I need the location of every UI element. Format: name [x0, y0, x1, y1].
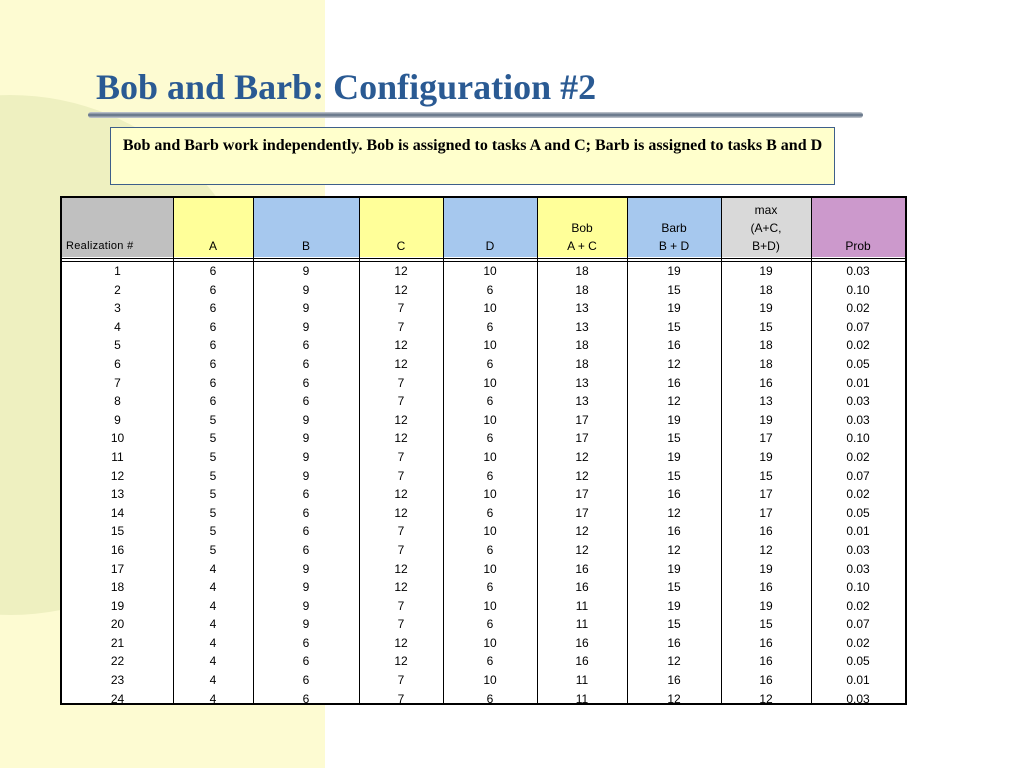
cell-bob: 17 — [575, 412, 589, 427]
cell-c: 7 — [397, 542, 405, 557]
cell-c: 7 — [397, 598, 405, 613]
cell-c: 12 — [394, 412, 408, 427]
cell-bob: 16 — [575, 580, 589, 595]
cell-d: 10 — [483, 375, 497, 390]
cell-b: 9 — [302, 264, 310, 278]
cell-bob: 18 — [575, 264, 589, 278]
cell-barb: 16 — [667, 375, 681, 390]
description-callout: Bob and Barb work independently. Bob is assigned to tasks A and C; Barb is assigned to tasks B and D — [110, 127, 835, 185]
cell-max: 18 — [759, 356, 773, 371]
header-c-line: C — [396, 239, 406, 253]
cell-a: 4 — [209, 598, 217, 613]
cell-c: 12 — [394, 338, 408, 353]
cell-bob: 17 — [575, 505, 589, 520]
cell-realization: 15 — [110, 524, 125, 539]
cell-max: 19 — [759, 412, 773, 427]
cell-max: 12 — [759, 691, 773, 706]
cell-a: 5 — [209, 468, 217, 483]
table-row — [62, 634, 905, 653]
header-max — [721, 198, 811, 257]
cell-d: 6 — [486, 654, 494, 669]
cell-realization: 20 — [110, 617, 125, 632]
cell-max: 19 — [759, 598, 773, 613]
table-row — [62, 690, 905, 709]
cell-max: 13 — [759, 394, 773, 409]
cell-realization: 8 — [114, 394, 121, 409]
cell-c: 7 — [397, 468, 405, 483]
cell-realization: 19 — [110, 598, 125, 613]
cell-prob: 0.07 — [846, 319, 870, 334]
cell-realization: 16 — [110, 542, 125, 557]
table-row — [62, 671, 905, 690]
cell-realization: 4 — [114, 319, 121, 334]
table-row — [62, 522, 905, 541]
table-row — [62, 392, 905, 411]
cell-b: 9 — [302, 319, 310, 334]
cell-c: 7 — [397, 301, 405, 316]
cell-b: 6 — [302, 338, 310, 353]
cell-d: 6 — [486, 617, 494, 632]
header-b-line: B — [301, 239, 310, 253]
cell-prob: 0.02 — [846, 449, 870, 464]
column-divider — [811, 198, 812, 703]
cell-prob: 0.01 — [846, 673, 870, 688]
cell-realization: 24 — [110, 691, 125, 706]
table-row — [62, 336, 905, 355]
cell-d: 10 — [483, 635, 497, 650]
cell-a: 6 — [209, 319, 217, 334]
cell-a: 6 — [209, 338, 217, 353]
header-max-line: (A+C, — [750, 221, 782, 235]
cell-d: 6 — [486, 580, 494, 595]
cell-max: 16 — [759, 524, 773, 539]
header-a — [173, 198, 253, 257]
cell-bob: 13 — [575, 319, 589, 334]
table-row — [62, 578, 905, 597]
cell-realization: 23 — [110, 673, 125, 688]
cell-barb: 19 — [667, 561, 681, 576]
cell-c: 12 — [394, 654, 408, 669]
cell-b: 9 — [302, 301, 310, 316]
cell-b: 6 — [302, 487, 310, 502]
cell-max: 19 — [759, 301, 773, 316]
cell-b: 9 — [302, 580, 310, 595]
header-realization-line: Realization # — [66, 240, 134, 252]
cell-barb: 19 — [667, 598, 681, 613]
cell-bob: 16 — [575, 561, 589, 576]
cell-b: 9 — [302, 617, 310, 632]
header-bob-line: A + C — [567, 239, 597, 253]
table-row — [62, 281, 905, 300]
slide-title: Bob and Barb: Configuration #2 — [96, 67, 597, 107]
cell-a: 4 — [209, 561, 217, 576]
cell-c: 7 — [397, 319, 405, 334]
cell-barb: 15 — [667, 431, 681, 446]
cell-realization: 2 — [114, 282, 121, 297]
cell-d: 10 — [483, 561, 497, 576]
cell-barb: 16 — [667, 487, 681, 502]
cell-bob: 11 — [575, 691, 589, 706]
table-row — [62, 374, 905, 393]
cell-bob: 17 — [575, 487, 589, 502]
cell-a: 6 — [209, 264, 217, 278]
cell-bob: 13 — [575, 375, 589, 390]
table-row — [62, 355, 905, 374]
cell-prob: 0.07 — [846, 468, 870, 483]
header-bob — [537, 198, 627, 257]
cell-max: 19 — [759, 561, 773, 576]
cell-max: 12 — [759, 542, 773, 557]
cell-d: 10 — [483, 449, 497, 464]
cell-b: 9 — [302, 431, 310, 446]
cell-realization: 5 — [114, 338, 121, 353]
cell-max: 19 — [759, 264, 773, 278]
cell-prob: 0.05 — [846, 505, 870, 520]
cell-b: 6 — [302, 654, 310, 669]
cell-d: 10 — [483, 673, 497, 688]
cell-barb: 15 — [667, 580, 681, 595]
cell-prob: 0.10 — [846, 431, 870, 446]
table-row — [62, 429, 905, 448]
cell-max: 15 — [759, 319, 773, 334]
cell-a: 4 — [209, 691, 217, 706]
cell-d: 6 — [486, 691, 494, 706]
cell-prob: 0.02 — [846, 598, 870, 613]
cell-max: 18 — [759, 282, 773, 297]
cell-a: 5 — [209, 431, 217, 446]
cell-b: 9 — [302, 449, 310, 464]
cell-barb: 15 — [667, 282, 681, 297]
cell-b: 6 — [302, 524, 310, 539]
cell-c: 12 — [394, 561, 408, 576]
table-row — [62, 615, 905, 634]
column-divider — [253, 198, 254, 703]
cell-a: 6 — [209, 375, 217, 390]
cell-prob: 0.03 — [846, 561, 870, 576]
cell-realization: 9 — [114, 412, 121, 427]
cell-d: 6 — [486, 431, 494, 446]
cell-max: 19 — [759, 449, 773, 464]
cell-max: 16 — [759, 673, 773, 688]
cell-c: 7 — [397, 449, 405, 464]
cell-d: 10 — [483, 338, 497, 353]
table-row — [62, 485, 905, 504]
cell-barb: 19 — [667, 449, 681, 464]
cell-prob: 0.03 — [846, 264, 870, 278]
cell-d: 6 — [486, 468, 494, 483]
cell-prob: 0.02 — [846, 301, 870, 316]
header-max-line: B+D) — [752, 239, 780, 253]
cell-bob: 18 — [575, 338, 589, 353]
table-row — [62, 504, 905, 523]
cell-a: 6 — [209, 282, 217, 297]
cell-d: 10 — [483, 598, 497, 613]
cell-prob: 0.05 — [846, 356, 870, 371]
cell-realization: 11 — [111, 449, 124, 464]
cell-c: 7 — [397, 617, 405, 632]
cell-barb: 15 — [667, 319, 681, 334]
cell-d: 10 — [483, 264, 497, 278]
cell-max: 16 — [759, 654, 773, 669]
cell-bob: 17 — [575, 431, 589, 446]
cell-max: 15 — [759, 468, 773, 483]
cell-max: 18 — [759, 338, 773, 353]
cell-realization: 22 — [110, 654, 125, 669]
cell-bob: 11 — [575, 617, 589, 632]
column-divider — [627, 198, 628, 703]
table-body — [62, 262, 905, 708]
cell-d: 10 — [483, 487, 497, 502]
cell-bob: 12 — [575, 449, 589, 464]
table-row — [62, 411, 905, 430]
cell-bob: 18 — [575, 282, 589, 297]
table-row — [62, 597, 905, 616]
cell-d: 10 — [483, 412, 497, 427]
header-a-line: A — [208, 239, 217, 253]
cell-max: 16 — [759, 580, 773, 595]
cell-barb: 16 — [667, 635, 681, 650]
cell-b: 6 — [302, 542, 310, 557]
header-realization — [62, 198, 173, 257]
cell-realization: 12 — [110, 468, 125, 483]
cell-barb: 12 — [667, 542, 681, 557]
cell-prob: 0.01 — [846, 375, 870, 390]
table-row — [62, 262, 905, 281]
cell-bob: 16 — [575, 654, 589, 669]
cell-a: 5 — [209, 524, 217, 539]
header-barb — [627, 198, 721, 257]
cell-bob: 11 — [575, 673, 589, 688]
cell-d: 10 — [483, 524, 497, 539]
cell-bob: 11 — [575, 598, 589, 613]
header-b — [253, 198, 359, 257]
header-max-line: max — [754, 203, 778, 217]
cell-d: 10 — [483, 301, 497, 316]
cell-b: 6 — [302, 375, 310, 390]
header-divider — [62, 258, 905, 259]
cell-a: 4 — [209, 617, 217, 632]
cell-prob: 0.02 — [846, 487, 870, 502]
cell-a: 4 — [209, 580, 217, 595]
cell-barb: 12 — [667, 356, 681, 371]
cell-prob: 0.10 — [846, 580, 870, 595]
cell-a: 5 — [209, 449, 217, 464]
cell-a: 6 — [209, 394, 217, 409]
header-prob — [811, 198, 905, 257]
cell-d: 6 — [486, 394, 494, 409]
cell-max: 16 — [759, 635, 773, 650]
cell-a: 6 — [209, 356, 217, 371]
cell-bob: 16 — [575, 635, 589, 650]
cell-c: 7 — [397, 375, 405, 390]
table-row — [62, 467, 905, 486]
cell-realization: 13 — [110, 487, 125, 502]
cell-prob: 0.03 — [846, 542, 870, 557]
cell-a: 5 — [209, 542, 217, 557]
header-d-line: D — [485, 239, 495, 253]
table-row — [62, 318, 905, 337]
cell-b: 6 — [302, 505, 310, 520]
cell-barb: 12 — [667, 654, 681, 669]
cell-realization: 1 — [114, 264, 121, 278]
cell-prob: 0.02 — [846, 635, 870, 650]
cell-c: 12 — [394, 356, 408, 371]
cell-barb: 19 — [667, 412, 681, 427]
cell-c: 7 — [397, 394, 405, 409]
cell-bob: 13 — [575, 301, 589, 316]
cell-max: 17 — [759, 505, 773, 520]
table-row — [62, 299, 905, 318]
cell-c: 12 — [394, 431, 408, 446]
cell-b: 6 — [302, 394, 310, 409]
title-underline — [88, 112, 863, 118]
cell-b: 6 — [302, 635, 310, 650]
cell-c: 12 — [394, 282, 408, 297]
cell-c: 7 — [397, 673, 405, 688]
cell-bob: 12 — [575, 542, 589, 557]
header-d — [443, 198, 537, 257]
cell-barb: 16 — [667, 524, 681, 539]
cell-b: 9 — [302, 412, 310, 427]
column-divider — [537, 198, 538, 703]
column-divider — [721, 198, 722, 703]
cell-bob: 18 — [575, 356, 589, 371]
cell-d: 6 — [486, 356, 494, 371]
cell-realization: 18 — [110, 580, 125, 595]
cell-a: 4 — [209, 654, 217, 669]
cell-max: 17 — [759, 487, 773, 502]
cell-bob: 13 — [575, 394, 589, 409]
cell-c: 12 — [394, 635, 408, 650]
cell-c: 12 — [394, 264, 408, 278]
cell-a: 4 — [209, 635, 217, 650]
cell-max: 16 — [759, 375, 773, 390]
cell-realization: 21 — [110, 635, 125, 650]
cell-prob: 0.03 — [846, 691, 870, 706]
cell-b: 6 — [302, 673, 310, 688]
cell-realization: 17 — [110, 561, 125, 576]
header-prob-line: Prob — [845, 239, 871, 253]
cell-realization: 10 — [110, 431, 125, 446]
header-c — [359, 198, 443, 257]
cell-c: 7 — [397, 524, 405, 539]
cell-barb: 15 — [667, 468, 681, 483]
cell-prob: 0.01 — [846, 524, 870, 539]
cell-d: 6 — [486, 505, 494, 520]
table-row — [62, 541, 905, 560]
cell-barb: 12 — [667, 505, 681, 520]
cell-c: 7 — [397, 691, 405, 706]
cell-barb: 16 — [667, 673, 681, 688]
cell-prob: 0.10 — [846, 282, 870, 297]
column-divider — [359, 198, 360, 703]
realization-table — [60, 196, 907, 705]
cell-bob: 12 — [575, 524, 589, 539]
cell-bob: 12 — [575, 468, 589, 483]
cell-b: 9 — [302, 468, 310, 483]
cell-c: 12 — [394, 580, 408, 595]
cell-d: 6 — [486, 542, 494, 557]
cell-max: 15 — [759, 617, 773, 632]
cell-realization: 7 — [114, 375, 121, 390]
cell-a: 5 — [209, 487, 217, 502]
cell-prob: 0.03 — [846, 394, 870, 409]
cell-a: 4 — [209, 673, 217, 688]
cell-barb: 19 — [667, 301, 681, 316]
cell-b: 6 — [302, 691, 310, 706]
cell-a: 5 — [209, 505, 217, 520]
cell-prob: 0.07 — [846, 617, 870, 632]
column-divider — [443, 198, 444, 703]
cell-prob: 0.02 — [846, 338, 870, 353]
cell-a: 5 — [209, 412, 217, 427]
cell-prob: 0.03 — [846, 412, 870, 427]
cell-barb: 12 — [667, 394, 681, 409]
column-divider — [173, 198, 174, 703]
cell-barb: 19 — [667, 264, 681, 278]
cell-realization: 14 — [110, 505, 125, 520]
cell-barb: 12 — [667, 691, 681, 706]
cell-b: 9 — [302, 561, 310, 576]
header-bob-line: Bob — [571, 221, 593, 235]
cell-barb: 15 — [667, 617, 681, 632]
cell-max: 17 — [759, 431, 773, 446]
cell-b: 9 — [302, 282, 310, 297]
header-barb-line: Barb — [661, 221, 687, 235]
cell-a: 6 — [209, 301, 217, 316]
cell-c: 12 — [394, 487, 408, 502]
header-barb-line: B + D — [658, 239, 690, 253]
cell-prob: 0.05 — [846, 654, 870, 669]
cell-b: 6 — [302, 356, 310, 371]
cell-realization: 3 — [114, 301, 121, 316]
cell-barb: 16 — [667, 338, 681, 353]
table-row — [62, 560, 905, 579]
cell-d: 6 — [486, 319, 494, 334]
cell-c: 12 — [394, 505, 408, 520]
table-row — [62, 652, 905, 671]
table-row — [62, 448, 905, 467]
cell-b: 9 — [302, 598, 310, 613]
cell-realization: 6 — [114, 356, 121, 371]
cell-d: 6 — [486, 282, 494, 297]
